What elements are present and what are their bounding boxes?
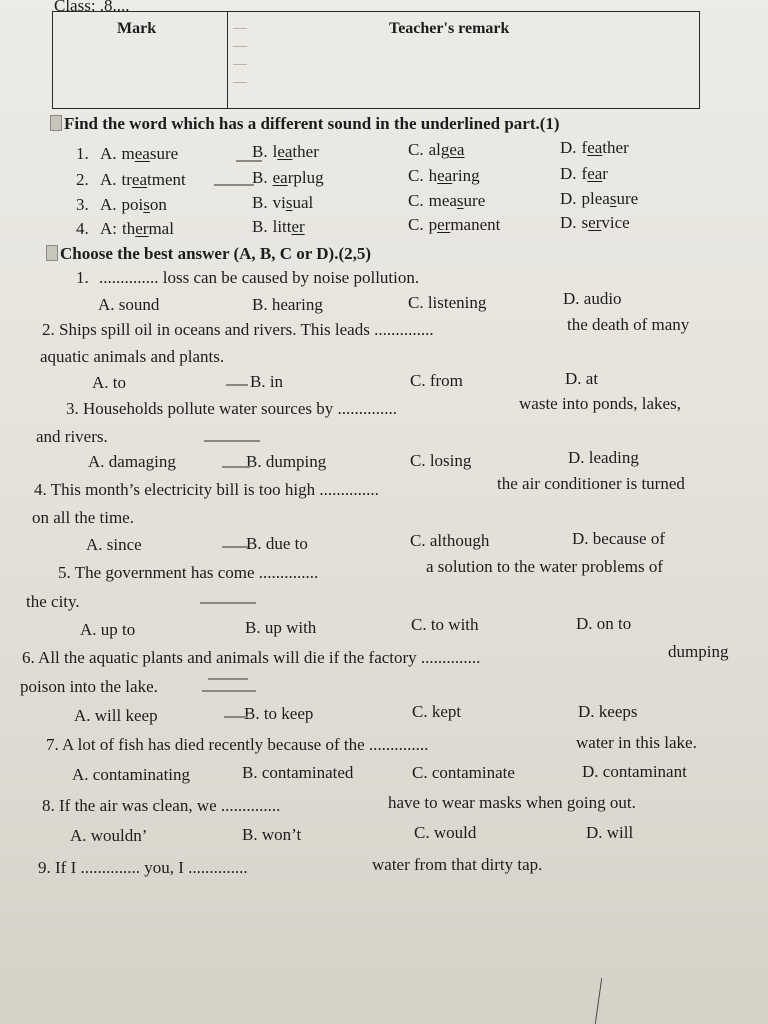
question-7: 7. A lot of fish has died recently because of the .............. <box>46 735 429 754</box>
q4-option-d: D. because of <box>572 529 665 548</box>
q6-option-a: A. will keep <box>74 706 158 725</box>
sound-option <box>560 138 629 158</box>
sound-option <box>100 144 178 164</box>
option-letter: C. <box>408 191 424 210</box>
question-5-line2: the city. <box>26 592 80 611</box>
pencil-mark <box>224 716 248 718</box>
q1-option-c: C. listening <box>408 293 487 312</box>
underlined-sound: ea <box>277 142 293 161</box>
word-prefix: l <box>272 142 278 161</box>
sound-option <box>100 219 174 239</box>
question-9-end: water from that dirty tap. <box>372 855 543 874</box>
question-7-end: water in this lake. <box>576 733 697 752</box>
word-prefix: f <box>581 164 588 183</box>
mark-table <box>52 11 700 109</box>
sound-option <box>252 142 319 162</box>
underlined-sound: ea <box>134 144 150 163</box>
underlined-sound: er <box>437 215 451 234</box>
word-suffix: ring <box>452 166 480 185</box>
word-prefix: plea <box>581 189 610 208</box>
question-4-end: the air conditioner is turned <box>497 474 685 493</box>
pencil-mark <box>208 678 248 680</box>
section-2-title: Choose the best answer (A, B, C or D).(2,5) <box>46 244 371 264</box>
q2-option-b: B. in <box>250 372 284 391</box>
q4-option-b: B. due to <box>246 534 308 553</box>
option-letter: C. <box>408 140 424 159</box>
option-letter: D. <box>560 138 577 157</box>
q5-option-c: C. to with <box>411 615 479 634</box>
q8-option-d: D. will <box>586 823 634 842</box>
mark-table-divider <box>227 12 228 108</box>
q7-option-a: A. contaminating <box>72 765 191 784</box>
underlined-sound: s <box>285 193 293 212</box>
underlined-sound: ea <box>587 138 603 157</box>
q1-option-b: B. hearing <box>252 295 323 314</box>
option-letter: C. <box>408 215 424 234</box>
sound-option <box>252 168 324 188</box>
q6-option-d: D. keeps <box>578 702 638 721</box>
question-9: 9. If I .............. you, I .............. <box>38 858 248 877</box>
option-letter: D. <box>560 189 577 208</box>
word-prefix: tr <box>121 170 132 189</box>
question-3: 3. Households pollute water sources by .............. <box>66 399 397 418</box>
bleed-mark <box>233 64 247 65</box>
pencil-mark <box>226 384 248 386</box>
q1-option-d: D. audio <box>563 289 622 308</box>
sound-row-number: 3. <box>76 195 89 214</box>
bleed-mark <box>233 28 247 29</box>
sound-option <box>408 191 485 211</box>
q7-option-b: B. contaminated <box>242 763 354 782</box>
sound-option <box>560 164 608 184</box>
word-suffix: vice <box>601 213 630 232</box>
q1-option-a: A. sound <box>98 295 160 314</box>
option-letter: D. <box>560 213 577 232</box>
word-prefix: h <box>428 166 438 185</box>
q3-option-b: B. dumping <box>246 452 327 471</box>
word-prefix: mea <box>428 191 457 210</box>
word-prefix: s <box>581 213 589 232</box>
q4-option-a: A. since <box>86 535 142 554</box>
word-prefix: th <box>122 219 136 238</box>
q5-option-b: B. up with <box>245 618 317 637</box>
underlined-sound: er <box>291 217 305 236</box>
word-suffix: ure <box>463 191 486 210</box>
option-letter: B. <box>252 193 268 212</box>
underlined-sound: ea <box>131 170 148 189</box>
word-prefix: litt <box>272 217 292 236</box>
option-letter: B. <box>252 142 268 161</box>
underlined-sound: ea <box>272 168 288 187</box>
option-letter: B. <box>252 217 268 236</box>
word-suffix: ual <box>292 193 314 212</box>
option-letter: A. <box>100 144 117 163</box>
option-letter: A. <box>100 195 117 214</box>
pencil-mark <box>222 546 248 548</box>
underlined-sound: ea <box>437 166 453 185</box>
bleed-mark <box>233 82 247 83</box>
option-letter: A: <box>100 219 117 238</box>
q3-option-a: A. damaging <box>88 452 176 471</box>
question-5: 5. The government has come .............. <box>58 563 319 582</box>
pencil-mark <box>214 184 254 186</box>
q6-option-c: C. kept <box>412 702 462 721</box>
sound-option <box>252 217 305 237</box>
word-prefix: p <box>428 215 438 234</box>
mark-header: Mark <box>117 20 157 37</box>
q8-option-c: C. would <box>414 823 477 842</box>
pencil-mark <box>200 602 256 604</box>
section-marker-icon <box>46 245 58 261</box>
q2-option-d: D. at <box>565 369 599 388</box>
question-4-line2: on all the time. <box>32 508 134 527</box>
underlined-sound: er <box>135 219 149 238</box>
question-2-end: the death of many <box>567 315 690 334</box>
underlined-sound: er <box>588 213 602 232</box>
question-6: 6. All the aquatic plants and animals will die if the factory .............. <box>22 648 481 667</box>
sound-option <box>560 189 638 209</box>
word-suffix: sure <box>149 144 179 163</box>
word-prefix: m <box>121 144 135 163</box>
question-3-end: waste into ponds, lakes, <box>519 394 681 413</box>
pen-stroke <box>595 978 602 1024</box>
question-4: 4. This month’s electricity bill is too high .............. <box>34 480 379 499</box>
word-suffix: rplug <box>287 168 324 187</box>
sound-option <box>100 195 167 215</box>
option-letter: B. <box>252 168 268 187</box>
word-prefix: alg <box>428 140 450 159</box>
word-suffix: r <box>602 164 608 183</box>
question-5-end: a solution to the water problems of <box>426 557 664 576</box>
sound-option <box>408 140 464 160</box>
question-2: 2. Ships spill oil in oceans and rivers. This leads .............. <box>42 320 434 339</box>
underlined-sound: ea <box>449 140 465 159</box>
sound-row-number: 1. <box>76 144 89 163</box>
q4-option-c: C. although <box>410 531 490 550</box>
word-suffix: ure <box>616 189 639 208</box>
sound-option <box>408 166 480 186</box>
option-letter: A. <box>100 170 117 189</box>
q8-option-a: A. wouldn’ <box>70 826 148 845</box>
underlined-sound: s <box>609 189 617 208</box>
word-suffix: ther <box>602 138 629 157</box>
q3-option-d: D. leading <box>568 448 639 467</box>
option-letter: D. <box>560 164 577 183</box>
option-letter: C. <box>408 166 424 185</box>
sound-option <box>252 193 313 213</box>
word-suffix: on <box>149 195 167 214</box>
underlined-sound: s <box>456 191 464 210</box>
q7-option-c: C. contaminate <box>412 763 515 782</box>
q2-option-a: A. to <box>92 373 126 392</box>
question-6-line2: poison into the lake. <box>20 677 158 696</box>
pencil-mark <box>222 466 250 468</box>
underlined-sound: s <box>143 195 150 214</box>
pencil-mark <box>202 690 256 692</box>
sound-option <box>100 170 186 190</box>
q8-option-b: B. won’t <box>242 825 302 844</box>
section-marker-icon <box>50 115 62 131</box>
q6-option-b: B. to keep <box>244 704 314 723</box>
pencil-mark <box>204 440 260 442</box>
word-suffix: tment <box>147 170 186 189</box>
q7-option-d: D. contaminant <box>582 762 687 781</box>
q5-option-d: D. on to <box>576 614 632 633</box>
question-8-end: have to wear masks when going out. <box>388 793 636 812</box>
question-3-line2: and rivers. <box>36 427 108 446</box>
question-2-line2: aquatic animals and plants. <box>40 347 225 366</box>
question-8: 8. If the air was clean, we .............. <box>42 796 281 815</box>
sound-row-number: 2. <box>76 170 89 189</box>
section-1-title: Find the word which has a different sound in the underlined part.(1) <box>50 114 560 134</box>
remark-header: Teacher's remark <box>389 20 510 37</box>
sound-option <box>560 213 630 233</box>
word-prefix: poi <box>121 195 144 214</box>
underlined-sound: ea <box>587 164 603 183</box>
word-suffix: mal <box>148 219 174 238</box>
pencil-mark <box>236 160 262 162</box>
question-6-end: dumping <box>668 642 729 661</box>
sound-row-number: 4. <box>76 219 89 238</box>
question-1: 1. .............. loss can be caused by noise pollution. <box>76 268 420 287</box>
word-prefix: f <box>581 138 588 157</box>
word-suffix: manent <box>450 215 501 234</box>
bleed-mark <box>233 46 247 47</box>
class-label: Class: .8.... <box>54 0 130 15</box>
sound-option <box>408 215 500 235</box>
word-prefix: vi <box>272 193 286 212</box>
q2-option-c: C. from <box>410 371 463 390</box>
word-suffix: ther <box>292 142 319 161</box>
q5-option-a: A. up to <box>80 620 136 639</box>
q3-option-c: C. losing <box>410 451 472 470</box>
